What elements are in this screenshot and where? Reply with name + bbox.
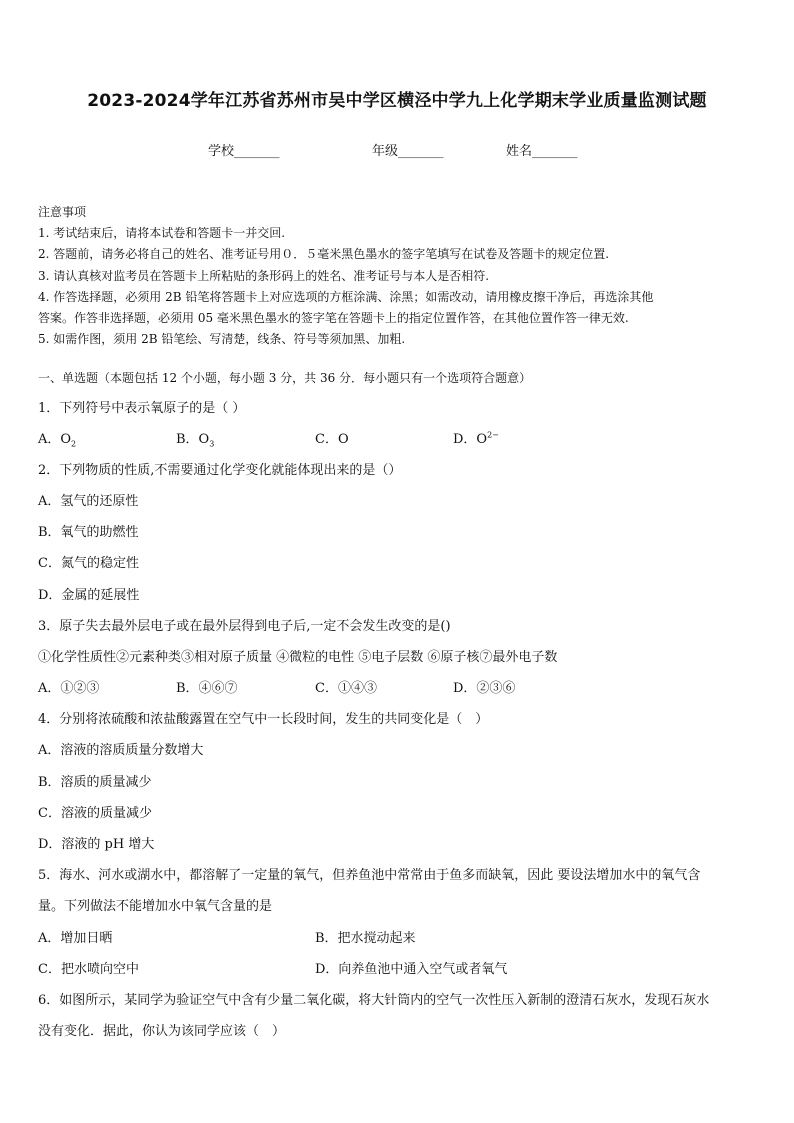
notes-block bbox=[38, 202, 758, 350]
q2-option-a[interactable]: A．氢气的还原性 bbox=[38, 494, 139, 509]
name-blank: _______ bbox=[532, 144, 578, 159]
notes-item: 3. 请认真核对监考员在答题卡上所粘贴的条形码上的姓名、准考证号与本人是否相符. bbox=[38, 268, 490, 283]
q5-option-d[interactable]: D．向养鱼池中通入空气或者氧气 bbox=[315, 962, 508, 977]
notes-item: 4. 作答选择题，必须用 2B 铅笔将答题卡上对应选项的方框涂满、涂黑；如需改动，请用橡皮擦干净后，再选涂其他 bbox=[38, 289, 654, 304]
notes-item: 答案。作答非选择题，必须用 05 毫米黑色墨水的签字笔在答题卡上的指定位置作答，在其他位置作答一律无效. bbox=[38, 311, 629, 326]
question-6-stem: 6．如图所示，某同学为验证空气中含有少量二氧化碳，将大针筒内的空气一次性压入新制的澄清石灰水，发现石灰水 bbox=[38, 993, 710, 1008]
q1-option-c[interactable] bbox=[315, 428, 349, 447]
q1-option-b-text: B．O bbox=[176, 432, 210, 447]
section-heading: 一、单选题（本题包括 12 个小题，每小题 3 分，共 36 分．每小题只有一个选项符合题意） bbox=[38, 371, 532, 385]
q1-option-d[interactable] bbox=[453, 428, 499, 447]
q5-option-a[interactable]: A．增加日晒 bbox=[38, 931, 113, 946]
question-2-stem: 2．下列物质的性质,不需要通过化学变化就能体现出来的是（） bbox=[38, 463, 402, 478]
q4-option-c[interactable]: C．溶液的质量减少 bbox=[38, 806, 152, 821]
grade-label: 年级 bbox=[372, 144, 399, 159]
q1-option-b[interactable] bbox=[176, 428, 214, 449]
grade-field[interactable] bbox=[372, 140, 444, 159]
question-5-stem: 5．海水、河水或湖水中，都溶解了一定量的氧气，但养鱼池中常常由于鱼多而缺氧，因此 要设法增加水中的氧气含 bbox=[38, 868, 701, 883]
question-3-items: ①化学性质性②元素种类③相对原子质量 ④微粒的电性 ⑤电子层数 ⑥原子核⑦最外电子数 bbox=[38, 650, 558, 665]
q1-option-d-sup: 2− bbox=[487, 430, 499, 440]
q1-option-d-text: D．O bbox=[453, 432, 488, 447]
page-title: 2023-2024学年江苏省苏州市吴中学区横泾中学九上化学期末学业质量监测试题 bbox=[87, 91, 707, 111]
school-field[interactable] bbox=[208, 140, 280, 159]
q1-option-a-sub: 2 bbox=[71, 439, 77, 449]
q2-option-b[interactable]: B．氧气的助燃性 bbox=[38, 525, 139, 540]
q4-option-d[interactable]: D．溶液的 pH 增大 bbox=[38, 837, 155, 852]
q1-option-b-sub: 3 bbox=[209, 439, 215, 449]
q3-option-b[interactable]: B．④⑥⑦ bbox=[176, 681, 238, 696]
notes-item: 5. 如需作图，须用 2B 铅笔绘、写清楚，线条、符号等须加黑、加粗. bbox=[38, 332, 406, 347]
notes-item: 2. 答题前，请务必将自己的姓名、准考证号用０．５毫米黑色墨水的签字笔填写在试卷及答题卡的规定位置. bbox=[38, 247, 610, 262]
q5-option-b[interactable]: B．把水搅动起来 bbox=[315, 931, 416, 946]
name-label: 姓名 bbox=[506, 144, 533, 159]
q5-option-c[interactable]: C．把水喷向空中 bbox=[38, 962, 139, 977]
q3-option-c[interactable]: C．①④③ bbox=[315, 681, 377, 696]
question-5-stem-cont: 量。下列做法不能增加水中氧气含量的是 bbox=[38, 899, 273, 914]
question-6-stem-cont: 没有变化．据此，你认为该同学应该（ ） bbox=[38, 1024, 286, 1039]
question-3-stem: 3．原子失去最外层电子或在最外层得到电子后,一定不会发生改变的是() bbox=[38, 619, 451, 634]
q3-option-a[interactable]: A．①②③ bbox=[38, 681, 100, 696]
school-label: 学校 bbox=[208, 144, 235, 159]
q3-option-d[interactable]: D．②③⑥ bbox=[453, 681, 516, 696]
notes-item: 1. 考试结束后，请将本试卷和答题卡一并交回. bbox=[38, 226, 286, 241]
q1-option-a[interactable] bbox=[38, 428, 76, 449]
question-4-stem: 4．分别将浓硫酸和浓盐酸露置在空气中一长段时间，发生的共同变化是（ ） bbox=[38, 712, 489, 727]
school-blank: _______ bbox=[234, 144, 280, 159]
grade-blank: _______ bbox=[398, 144, 444, 159]
q4-option-a[interactable]: A．溶液的溶质质量分数增大 bbox=[38, 743, 204, 758]
name-field[interactable] bbox=[506, 140, 578, 159]
question-1-stem: 1．下列符号中表示氧原子的是（ ） bbox=[38, 401, 246, 416]
q4-option-b[interactable]: B．溶质的质量减少 bbox=[38, 775, 152, 790]
q1-option-a-text: A．O bbox=[38, 432, 72, 447]
notes-heading: 注意事项 bbox=[38, 205, 87, 219]
q2-option-c[interactable]: C．氮气的稳定性 bbox=[38, 556, 139, 571]
q1-option-c-text: C．O bbox=[315, 432, 349, 447]
q2-option-d[interactable]: D．金属的延展性 bbox=[38, 588, 140, 603]
